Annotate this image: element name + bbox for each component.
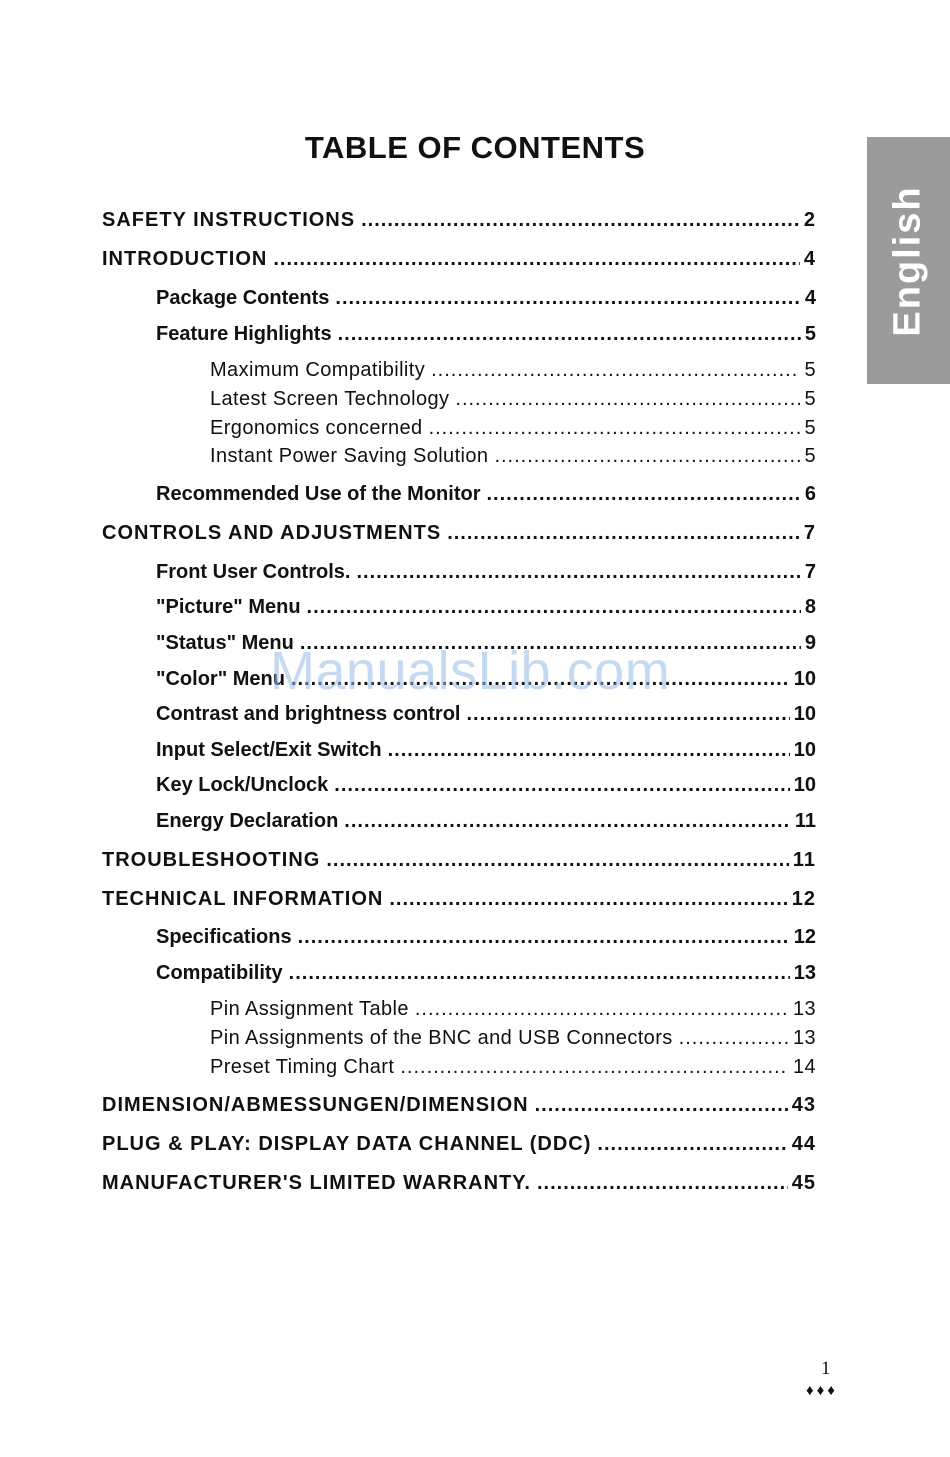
toc-entry[interactable] [156, 703, 816, 733]
toc-entry[interactable] [102, 1172, 816, 1202]
toc-entry-label: Specifications [156, 926, 292, 948]
diamond-ornament-icon: ♦♦♦ [806, 1382, 838, 1399]
toc-entry-label: Input Select/Exit Switch [156, 739, 382, 761]
toc-entry-page: 6 [804, 483, 816, 505]
toc-entry[interactable] [210, 445, 816, 475]
toc-entry[interactable] [156, 561, 816, 591]
toc-entry-label: Compatibility [156, 962, 283, 984]
toc-dot-leader [335, 287, 800, 310]
toc-entry[interactable] [156, 810, 816, 840]
toc-entry-page: 9 [804, 632, 816, 654]
toc-entry[interactable] [156, 596, 816, 626]
toc-dot-leader [356, 561, 800, 584]
toc-entry-page: 12 [793, 926, 816, 948]
toc-entry-page: 5 [804, 323, 816, 345]
toc-entry[interactable] [210, 388, 816, 418]
toc-entry-page: 13 [792, 998, 816, 1020]
toc-entry-label: Front User Controls. [156, 561, 351, 583]
toc-dot-leader [338, 323, 801, 346]
toc-entry-page: 2 [803, 209, 816, 231]
toc-entry-label: TECHNICAL INFORMATION [102, 888, 384, 910]
toc-dot-leader [486, 483, 800, 506]
toc-entry-page: 11 [794, 810, 816, 832]
toc-entry[interactable] [156, 323, 816, 353]
toc-dot-leader [455, 388, 800, 411]
page-number: 1 [821, 1358, 831, 1379]
toc-dot-leader [429, 417, 801, 440]
toc-entry[interactable] [210, 998, 816, 1028]
toc-dot-leader [344, 810, 791, 833]
toc-entry-label: Maximum Compatibility [210, 359, 426, 381]
toc-entry-page: 13 [793, 962, 816, 984]
toc-dot-leader [298, 926, 790, 949]
toc-dot-leader [415, 998, 789, 1021]
toc-entry-label: Feature Highlights [156, 323, 332, 345]
toc-dot-leader [431, 359, 800, 382]
toc-entry-label: Preset Timing Chart [210, 1056, 395, 1078]
toc-entry-page: 4 [804, 287, 816, 309]
toc-dot-leader [334, 774, 789, 797]
toc-entry-page: 10 [793, 703, 816, 725]
toc-entry-label: DIMENSION/ABMESSUNGEN/DIMENSION [102, 1094, 529, 1116]
toc-entry[interactable] [156, 287, 816, 317]
toc-entry[interactable] [102, 1094, 816, 1124]
toc-dot-leader [326, 849, 789, 872]
toc-entry-label: Pin Assignments of the BNC and USB Connectors [210, 1027, 673, 1049]
toc-entry-page: 5 [804, 388, 816, 410]
toc-entry[interactable] [102, 248, 816, 278]
toc-entry-label: "Picture" Menu [156, 596, 301, 618]
toc-entry-page: 10 [793, 739, 816, 761]
toc-entry-page: 7 [803, 522, 816, 544]
toc-dot-leader [307, 596, 801, 619]
toc-dot-leader [289, 962, 790, 985]
toc-entry-label: TROUBLESHOOTING [102, 849, 321, 871]
toc-entry-label: Energy Declaration [156, 810, 339, 832]
toc-entry[interactable] [210, 1027, 816, 1057]
toc-dot-leader [273, 248, 800, 271]
toc-entry-label: Latest Screen Technology [210, 388, 450, 410]
toc-entry-label: "Color" Menu [156, 668, 285, 690]
toc-entry-label: Contrast and brightness control [156, 703, 461, 725]
toc-entry-page: 5 [804, 359, 816, 381]
toc-entry-page: 5 [804, 417, 816, 439]
toc-entry-page: 12 [791, 888, 816, 910]
toc-entry-page: 11 [792, 849, 816, 871]
toc-dot-leader [447, 522, 800, 545]
toc-entry-label: Ergonomics concerned [210, 417, 423, 439]
toc-dot-leader [679, 1027, 789, 1050]
page-title: TABLE OF CONTENTS [304, 130, 646, 165]
toc-entry-page: 5 [804, 445, 816, 467]
toc-dot-leader [466, 703, 789, 726]
toc-dot-leader [494, 445, 800, 468]
toc-entry[interactable] [210, 1056, 816, 1086]
toc-entry-label: INTRODUCTION [102, 248, 268, 270]
toc-entry-page: 10 [793, 668, 816, 690]
toc-dot-leader [389, 888, 787, 911]
toc-entry-label: Recommended Use of the Monitor [156, 483, 481, 505]
toc-dot-leader [388, 739, 790, 762]
toc-entry-label: CONTROLS AND ADJUSTMENTS [102, 522, 442, 544]
toc-entry[interactable] [102, 1133, 816, 1163]
toc-entry[interactable] [102, 849, 816, 879]
toc-entry[interactable] [210, 417, 816, 447]
toc-entry-page: 45 [791, 1172, 816, 1194]
toc-entry-label: Package Contents [156, 287, 330, 309]
toc-entry[interactable] [102, 888, 816, 918]
toc-entry-label: Pin Assignment Table [210, 998, 409, 1020]
toc-entry[interactable] [156, 962, 816, 992]
toc-entry-page: 7 [804, 561, 816, 583]
toc-entry-label: PLUG & PLAY: DISPLAY DATA CHANNEL (DDC) [102, 1133, 592, 1155]
toc-entry[interactable] [102, 522, 816, 552]
toc-entry-page: 44 [791, 1133, 816, 1155]
toc-entry-label: Instant Power Saving Solution [210, 445, 489, 467]
toc-dot-leader [400, 1056, 789, 1079]
toc-entry[interactable] [156, 739, 816, 769]
toc-entry-label: "Status" Menu [156, 632, 294, 654]
watermark: ManualsLib.com [270, 641, 671, 701]
toc-dot-leader [535, 1094, 788, 1117]
toc-entry[interactable] [102, 209, 816, 239]
toc-entry-page: 43 [791, 1094, 816, 1116]
toc-entry-page: 13 [792, 1027, 816, 1049]
toc-entry-label: Key Lock/Unclock [156, 774, 329, 796]
toc-dot-leader [537, 1172, 788, 1195]
toc-entry-page: 10 [793, 774, 816, 796]
toc-entry-page: 14 [792, 1056, 816, 1078]
toc-entry[interactable] [210, 359, 816, 389]
toc-entry-label: MANUFACTURER'S LIMITED WARRANTY. [102, 1172, 531, 1194]
toc-dot-leader [597, 1133, 787, 1156]
toc-entry[interactable] [156, 926, 816, 956]
toc-dot-leader [361, 209, 800, 232]
toc-entry-page: 4 [803, 248, 816, 270]
language-tab-label: English [886, 185, 929, 337]
toc-entry-label: SAFETY INSTRUCTIONS [102, 209, 356, 231]
toc-entry-page: 8 [804, 596, 816, 618]
toc-entry[interactable] [156, 483, 816, 513]
toc-entry[interactable] [156, 774, 816, 804]
